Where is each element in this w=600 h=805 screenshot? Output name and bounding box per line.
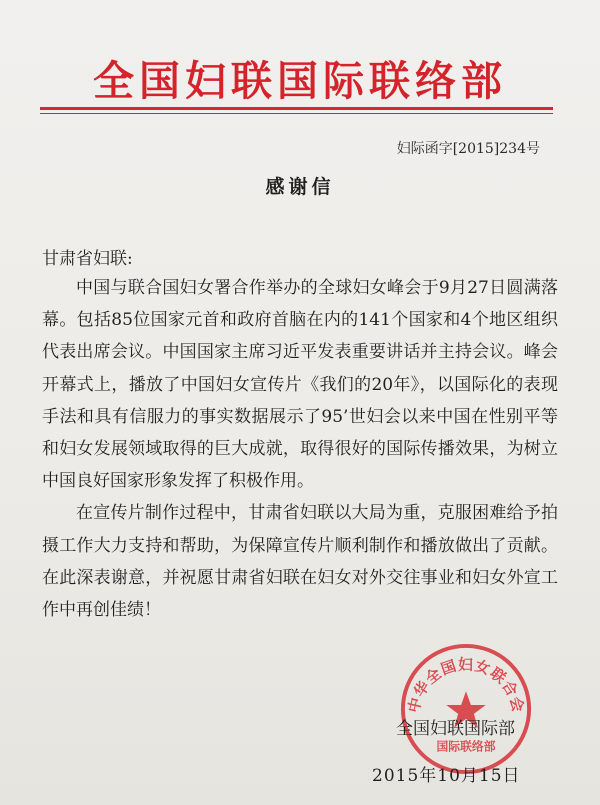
svg-text:国际联络部: 国际联络部 [436,739,496,754]
signature-organization: 全国妇联国际部 [396,719,515,739]
body-paragraph-1: 中国与联合国妇女署合作举办的全球妇女峰会于9月27日圆满落幕。包括85位国家元首和政府首脑在内的141个国家和4个地区组织代表出席会议。中国国家主席习近平发表重要讲话并主持会议。峰会开幕式上，播放了中国妇女宣传片《我们的20年》，以国际化的表现手法和具有信服力的事实数据展示了95’世妇会以来中国在性别平等和妇女发展领域取得的巨大成就，取得很好的国际传播效果，为树立中国良好国家形象发挥了积极作用。 [42,278,558,492]
svg-text:中华全国妇女联合会: 中华全国妇女联合会 [405,656,527,715]
document-number: 妇际函字[2015]234号 [396,141,540,157]
official-seal-icon [397,640,535,778]
letterhead-title: 全国妇联国际联络部 [93,57,507,105]
body-paragraph-2: 在宣传片制作过程中，甘肃省妇联以大局为重，克服困难给予拍摄工作大力支持和帮助，为保障宣传片顺利制作和播放做出了贡献。在此深表谢意，并祝愿甘肃省妇联在妇女对外交往事业和妇女外宣工作中再创佳绩！ [42,503,558,621]
salutation: 甘肃省妇联: [42,249,133,269]
letter-title: 感谢信 [265,176,335,198]
letterhead-red-rule-thin [40,113,553,114]
letterhead-red-rule [40,107,553,110]
signature-date: 2015年10月15日 [372,766,521,786]
letter-body [42,272,558,626]
